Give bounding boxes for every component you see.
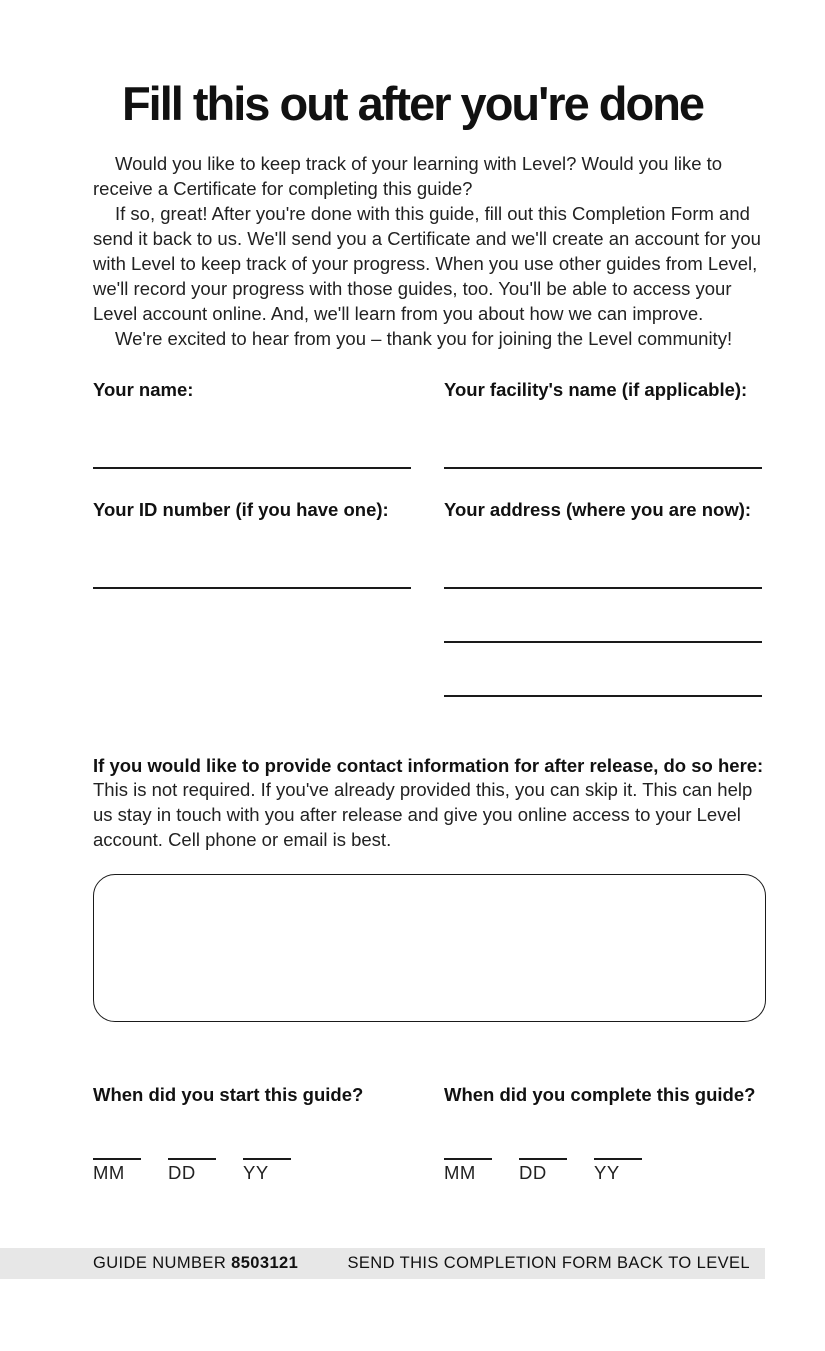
start-date-yy-line[interactable] (243, 1136, 291, 1160)
footer-bar (0, 1248, 765, 1279)
name-label: Your name: (93, 379, 194, 400)
intro-paragraph-1: Would you like to keep track of your learning with Level? Would you like to receive a Certificate for completing this guide? (93, 153, 723, 199)
guide-number (93, 1254, 298, 1273)
address-label: Your address (where you are now): (444, 499, 752, 520)
complete-date-mm-line[interactable] (444, 1136, 492, 1160)
contact-heading: If you would like to provide contact information for after release, do so here: (93, 755, 764, 776)
id-label: Your ID number (if you have one): (93, 499, 389, 520)
complete-date-label: When did you complete this guide? (444, 1084, 756, 1105)
guide-number-label: GUIDE NUMBER (93, 1254, 232, 1272)
address-input-line-1[interactable] (444, 587, 762, 589)
intro-paragraph-2: If so, great! After you're done with this guide, fill out this Completion Form and send it back to us. We'll send you a Certificate and we'll create an account for you with Level to keep track of your progress. When you use other guides from Level, we'll record your progress with those guides, too. You'll be able to access your Level account online. And, we'll learn from you about how we can improve. (93, 203, 761, 324)
start-date-yy (243, 1136, 291, 1184)
send-back-instruction: SEND THIS COMPLETION FORM BACK TO LEVEL (347, 1254, 750, 1272)
start-date-mm-label: MM (93, 1162, 125, 1183)
form-page (0, 76, 825, 1351)
contact-section (0, 755, 825, 852)
intro-text (0, 151, 825, 351)
facility-input-line[interactable] (444, 467, 762, 469)
address-field (444, 499, 762, 697)
start-date-dd-label: DD (168, 1162, 196, 1183)
name-field (93, 379, 411, 469)
name-input-line[interactable] (93, 467, 411, 469)
start-date-mm (93, 1136, 141, 1184)
complete-date-mm (444, 1136, 492, 1184)
start-date-units (93, 1136, 411, 1184)
complete-date-units (444, 1136, 762, 1184)
intro-paragraph-3: We're excited to hear from you – thank you for joining the Level community! (115, 328, 733, 349)
address-input-line-2[interactable] (444, 641, 762, 643)
dates-section (0, 1084, 825, 1184)
complete-date-dd-label: DD (519, 1162, 547, 1183)
start-date-yy-label: YY (243, 1162, 269, 1183)
start-date-mm-line[interactable] (93, 1136, 141, 1160)
contact-description: This is not required. If you've already provided this, you can skip it. This can help us stay in touch with you after release and give you online access to your Level account. Cell phone or email is best. (93, 779, 753, 850)
complete-date-dd-line[interactable] (519, 1136, 567, 1160)
start-date-label: When did you start this guide? (93, 1084, 364, 1105)
start-date-dd-line[interactable] (168, 1136, 216, 1160)
start-date-field (93, 1084, 411, 1184)
address-input-line-3[interactable] (444, 695, 762, 697)
facility-label: Your facility's name (if applicable): (444, 379, 748, 400)
complete-date-dd (519, 1136, 567, 1184)
complete-date-yy-line[interactable] (594, 1136, 642, 1160)
personal-info-fields (0, 379, 825, 697)
complete-date-field (444, 1084, 762, 1184)
id-field (93, 499, 411, 697)
start-date-dd (168, 1136, 216, 1184)
complete-date-yy-label: YY (594, 1162, 620, 1183)
facility-field (444, 379, 762, 469)
complete-date-mm-label: MM (444, 1162, 476, 1183)
page-title: Fill this out after you're done (121, 77, 704, 130)
guide-number-value: 8503121 (231, 1254, 299, 1272)
id-input-line[interactable] (93, 587, 411, 589)
complete-date-yy (594, 1136, 642, 1184)
contact-input-box[interactable] (93, 874, 766, 1022)
